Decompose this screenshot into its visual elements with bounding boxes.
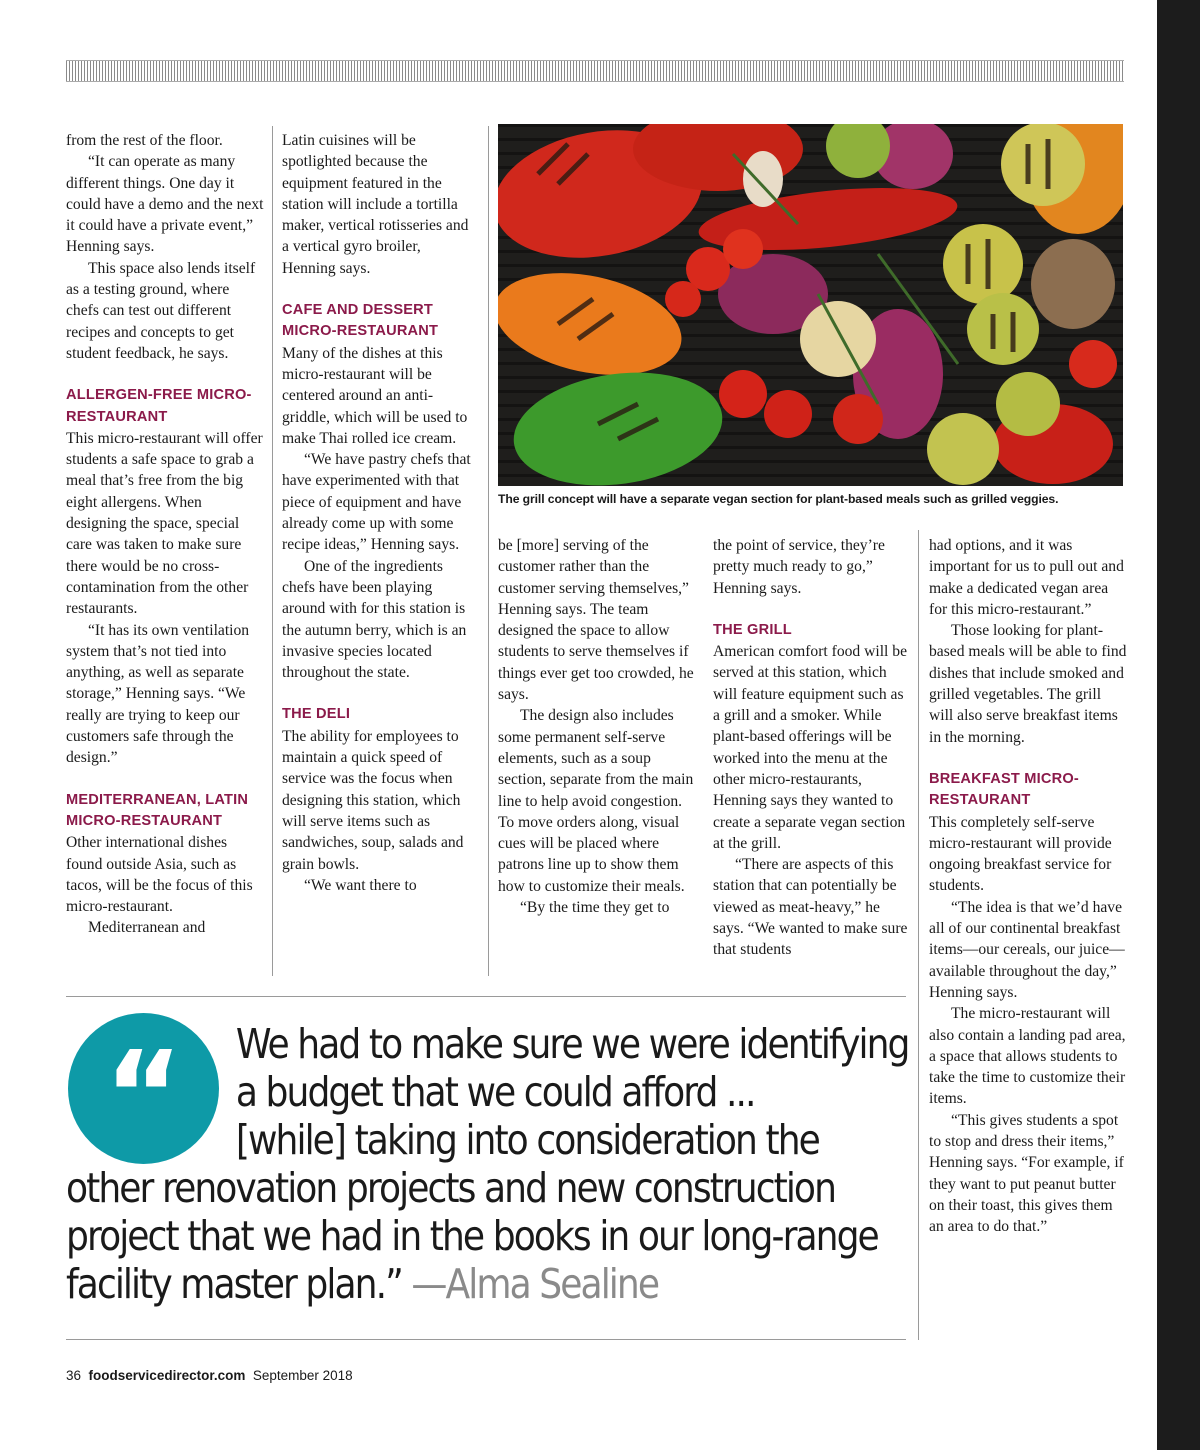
section-heading-allergen-free: ALLERGEN-FREE MICRO-RESTAURANT <box>66 387 252 425</box>
section-heading-the-grill: THE GRILL <box>713 621 792 638</box>
pullquote-bottom-rule <box>66 1339 906 1340</box>
pullquote-line: We had to make sure we were identifying <box>235 1020 909 1068</box>
pullquote-line: project that we had in the books in our long-range <box>66 1212 878 1260</box>
pullquote-top-rule <box>66 996 906 997</box>
grilled-vegetables-photo <box>498 124 1123 486</box>
paragraph: “It has its own ventilation system that’s not tied into anything, as well as separate storage,” Henning says. “We really are trying to keep our customers safe through the design.” <box>66 621 250 767</box>
paragraph: “It can operate as many different things. One day it could have a demo and the next it could have a private event,” Henning says. <box>66 153 264 256</box>
paragraph: American comfort food will be served at this station, which will feature equipment such as a grill and a smoker. While plant-based offerings will be worked into the menu at the other micro-restaurants, Henning says they wanted to create a separate vegan section at the grill. <box>713 643 907 852</box>
section-heading-breakfast: BREAKFAST MICRO-RESTAURANT <box>929 770 1079 809</box>
paragraph: This micro-restaurant will offer students a safe space to grab a meal that’s free from the big eight allergens. When designing the space, special care was taken to make sure there would be no cross-contamination from the other restaurants. <box>66 429 263 618</box>
text-column-4 <box>713 535 913 961</box>
paragraph: This completely self-serve micro-restaurant will provide ongoing breakfast service for students. <box>929 813 1112 895</box>
paragraph: “This gives students a spot to stop and dress their items,” Henning says. “For example, if they want to put peanut butter on their toast, this gives them an area to do that.” <box>929 1111 1124 1236</box>
section-heading-the-deli: THE DELI <box>282 706 351 723</box>
paragraph: “The idea is that we’d have all of our continental breakfast items—our cereals, our juice—available throughout the day,” Henning says. <box>929 898 1125 1001</box>
paragraph: be [more] serving of the customer rather than the customer serving themselves,” Henning says. The team designed the space to allow students to serve themselves if things ever get too crowded, he says. <box>498 537 694 704</box>
column-divider <box>272 126 273 976</box>
paragraph: This space also lends itself as a testing ground, where chefs can test out different recipes and concepts to get student feedback, he says. <box>66 259 256 362</box>
paragraph: Other international dishes found outside Asia, such as tacos, will be the focus of this micro-restaurant. <box>66 834 253 916</box>
pullquote-line: facility master plan.” <box>66 1260 402 1308</box>
paragraph: Those looking for plant-based meals will be able to find dishes that include smoked and grilled vegetables. The grill will also serve breakfast items in the morning. <box>929 622 1127 746</box>
footer-site: foodservicedirector.com <box>88 1368 246 1383</box>
text-column-2 <box>282 130 478 896</box>
paragraph: One of the ingredients chefs have been playing around with for this station is the autumn berry, which is an invasive species located throughout the state. <box>282 557 467 682</box>
pullquote-line: a budget that we could afford ... <box>235 1068 755 1116</box>
section-heading-cafe-dessert: CAFE AND DESSERT MICRO-RESTAURANT <box>282 302 439 340</box>
paragraph: from the rest of the floor. <box>66 132 223 149</box>
paragraph: “We have pastry chefs that have experimented with that piece of equipment and have already come up with some recipe ideas,” Henning says. <box>282 451 471 554</box>
column-divider <box>918 530 919 1340</box>
pullquote-line: [while] taking into consideration the <box>235 1116 819 1164</box>
paragraph: The ability for employees to maintain a quick speed of service was the focus when designing this station, which will serve items such as sandwiches, soup, salads and grain bowls. <box>282 727 464 873</box>
text-column-3 <box>498 535 698 918</box>
footer-date: September 2018 <box>252 1368 353 1383</box>
paragraph: The micro-restaurant will also contain a landing pad area, a space that allows students to take the time to customize their items. <box>929 1005 1126 1108</box>
text-column-1 <box>66 130 264 939</box>
paragraph: “There are aspects of this station that can potentially be viewed as meat-heavy,” he says. “We wanted to make sure that students <box>713 856 908 959</box>
section-heading-mediterranean-latin: MEDITERRANEAN, LATIN MICRO-RESTAURANT <box>66 791 249 829</box>
paragraph: “By the time they get to <box>520 899 670 917</box>
paragraph: The design also includes some permanent self-serve elements, such as a soup section, separate from the main line to help avoid congestion. To move orders along, visual cues will be placed where patrons line up to show them how to customize their meals. <box>498 707 694 895</box>
paragraph: had options, and it was important for us to pull out and make a dedicated vegan area for this micro-restaurant.” <box>929 537 1124 618</box>
quote-mark-icon: “ <box>68 1013 219 1164</box>
pullquote-line: other renovation projects and new construction <box>66 1164 836 1212</box>
page-footer <box>66 1368 353 1383</box>
paragraph: Latin cuisines will be spotlighted because the equipment featured in the station will include a tortilla maker, vertical rotisseries and a vertical gyro broiler, Henning says. <box>282 132 469 277</box>
column-divider <box>488 126 489 976</box>
page-edge-bar <box>1157 0 1200 1450</box>
paragraph: Many of the dishes at this micro-restaurant will be centered around an anti-griddle, which will be used to make Thai rolled ice cream. <box>282 344 468 447</box>
header-barcode-rule <box>66 60 1124 82</box>
photo-caption: The grill concept will have a separate vegan section for plant-based meals such as grilled veggies. <box>498 492 1059 506</box>
pullquote-attribution: —Alma Sealine <box>411 1260 659 1308</box>
page-number: 36 <box>66 1368 82 1383</box>
paragraph: Mediterranean and <box>88 919 206 937</box>
text-column-5 <box>929 535 1129 1238</box>
pullquote <box>66 1020 909 1308</box>
paragraph: “We want there to <box>304 876 417 894</box>
paragraph: the point of service, they’re pretty much ready to go,” Henning says. <box>713 537 885 597</box>
